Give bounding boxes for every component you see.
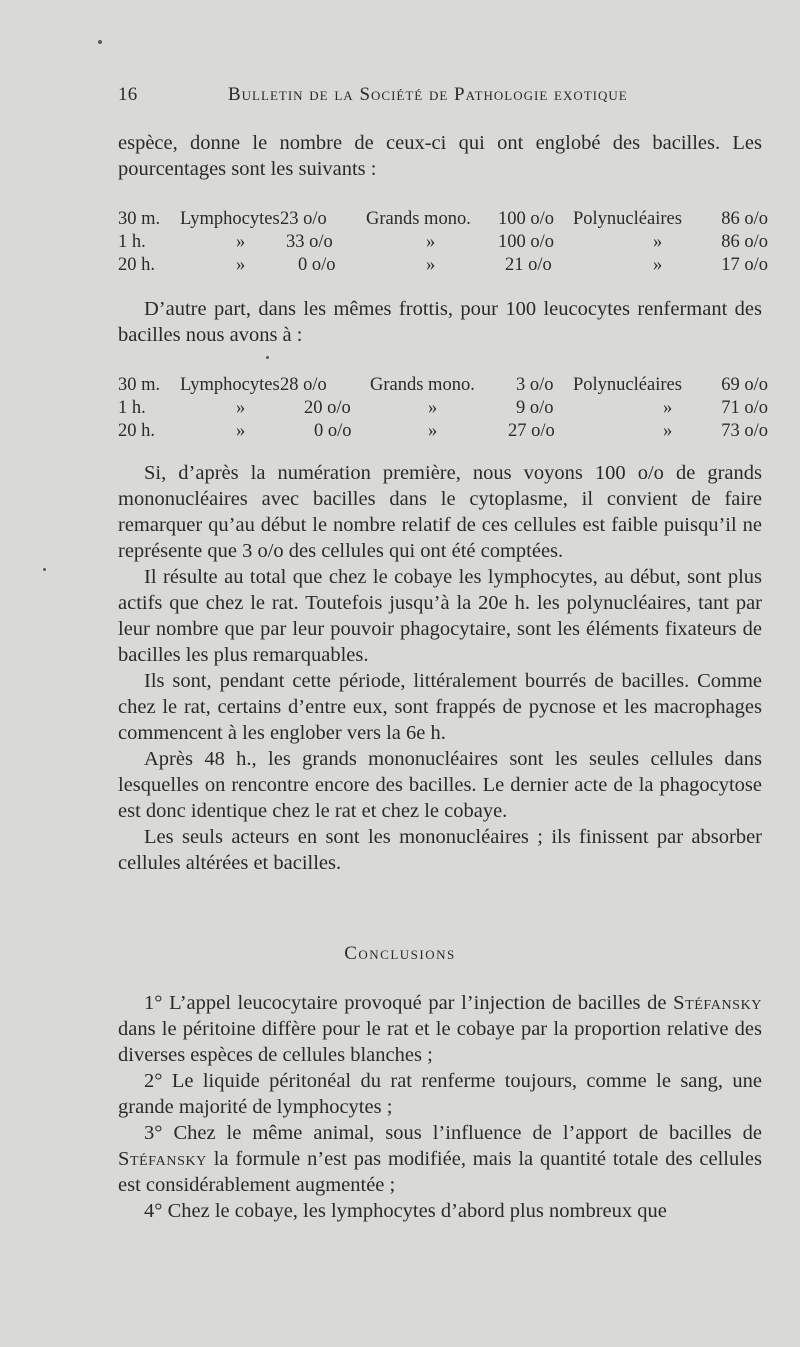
mono-value: 3 o/o	[516, 375, 554, 395]
time-cell: 20 h.	[118, 255, 155, 275]
table-row	[118, 208, 768, 231]
poly-label: Polynucléaires	[573, 375, 682, 395]
conclusion-item: 3° Chez le même animal, sous l’influence de l’apport de bacilles de Stéfansky la formule n’est pas modifiée, mais la quantité totale des cellules est considérablement augmentée ;	[118, 1122, 762, 1196]
mono-value: 100 o/o	[498, 209, 555, 229]
poly-value: 17 o/o	[721, 255, 768, 275]
lympho-value: 23 o/o	[280, 209, 327, 229]
lympho-value: 33 o/o	[286, 232, 333, 252]
author-name: Stéfansky	[118, 1148, 207, 1170]
mono-value: 27 o/o	[508, 421, 555, 441]
lympho-label: Lymphocytes	[180, 209, 280, 229]
mono-label: »	[428, 398, 438, 418]
mono-value: 9 o/o	[516, 398, 554, 418]
time-cell: 20 h.	[118, 421, 155, 441]
table-row	[118, 397, 768, 420]
poly-label: »	[653, 255, 663, 275]
print-speck	[266, 356, 269, 359]
page-number: 16	[118, 84, 138, 105]
time-cell: 30 m.	[118, 209, 161, 229]
table-row	[118, 231, 768, 254]
conclusion-item: 4° Chez le cobaye, les lymphocytes d’abord plus nombreux que	[144, 1200, 667, 1222]
poly-label: Polynucléaires	[573, 209, 682, 229]
intro-paragraph: espèce, donne le nombre de ceux-ci qui ont englobé des bacilles. Les pourcentages sont les suivants :	[118, 132, 762, 180]
journal-title: Bulletin de la Société de Pathologie exotique	[228, 84, 628, 105]
conclusion-item: 1° L’appel leucocytaire provoqué par l’injection de bacilles de Stéfansky dans le péritoine diffère pour le rat et le cobaye par la proportion relative des diverses espèces de cellules blanches ;	[118, 992, 762, 1066]
author-name: Stéfansky	[673, 992, 762, 1014]
table-row	[118, 254, 768, 277]
poly-value: 86 o/o	[721, 232, 768, 252]
discussion-section	[118, 460, 762, 876]
mono-label: »	[428, 421, 438, 441]
lympho-label: »	[236, 255, 246, 275]
lympho-value: 0 o/o	[298, 255, 336, 275]
lympho-value: 0 o/o	[314, 421, 352, 441]
table-row	[118, 420, 768, 443]
poly-value: 71 o/o	[721, 398, 768, 418]
conclusions-list	[118, 990, 762, 1224]
lympho-label: »	[236, 232, 246, 252]
poly-label: »	[663, 398, 673, 418]
discussion-paragraph: Il résulte au total que chez le cobaye les lymphocytes, au début, sont plus actifs que chez le rat. Toutefois jusqu’à la 20e h. les polynucléaires, tant par leur nombre que par leur pouvoir phagocytaire, sont les éléments fixateurs de bacilles les plus remarquables.	[118, 566, 762, 666]
print-speck	[98, 40, 102, 44]
conclusion-item: 2° Le liquide péritonéal du rat renferme toujours, comme le sang, une grande majorité de lymphocytes ;	[118, 1070, 763, 1118]
mono-label: Grands mono.	[370, 375, 475, 395]
print-speck	[43, 568, 46, 571]
lympho-value: 20 o/o	[304, 398, 351, 418]
discussion-paragraph: Si, d’après la numération première, nous voyons 100 o/o de grands mononucléaires avec bacilles dans le cytoplasme, il convient de faire remarquer qu’au début le nombre relatif de ces cellules est faible puisqu’il ne représente que 3 o/o des cellules qui ont été comptées.	[118, 462, 762, 562]
poly-label: »	[653, 232, 663, 252]
lympho-label: »	[236, 421, 246, 441]
mono-label: »	[426, 232, 436, 252]
poly-value: 69 o/o	[721, 375, 768, 395]
poly-value: 73 o/o	[721, 421, 768, 441]
time-cell: 30 m.	[118, 375, 161, 395]
percentage-table-2	[118, 374, 768, 443]
mono-label: »	[426, 255, 436, 275]
conclusions-heading: Conclusions	[344, 943, 456, 964]
lympho-value: 28 o/o	[280, 375, 327, 395]
discussion-paragraph: Les seuls acteurs en sont les mononucléaires ; ils finissent par absorber cellules altérées et bacilles.	[118, 826, 762, 874]
lympho-label: Lymphocytes	[180, 375, 280, 395]
mono-label: Grands mono.	[366, 209, 471, 229]
discussion-paragraph: Après 48 h., les grands mononucléaires sont les seules cellules dans lesquelles on rencontre encore des bacilles. Le dernier acte de la phagocytose est donc identique chez le rat et chez le cobaye.	[118, 748, 762, 822]
lympho-label: »	[236, 398, 246, 418]
time-cell: 1 h.	[118, 232, 146, 252]
poly-label: »	[663, 421, 673, 441]
paragraph-2: D’autre part, dans les mêmes frottis, pour 100 leucocytes renfermant des bacilles nous avons à :	[118, 298, 762, 346]
poly-value: 86 o/o	[721, 209, 768, 229]
time-cell: 1 h.	[118, 398, 146, 418]
mono-value: 21 o/o	[505, 255, 552, 275]
discussion-paragraph: Ils sont, pendant cette période, littéralement bourrés de bacilles. Comme chez le rat, certains d’entre eux, sont frappés de pycnose et les macrophages commencent à les englober vers la 6e h.	[118, 670, 762, 744]
percentage-table-1	[118, 208, 768, 277]
mono-value: 100 o/o	[498, 232, 555, 252]
table-row	[118, 374, 768, 397]
